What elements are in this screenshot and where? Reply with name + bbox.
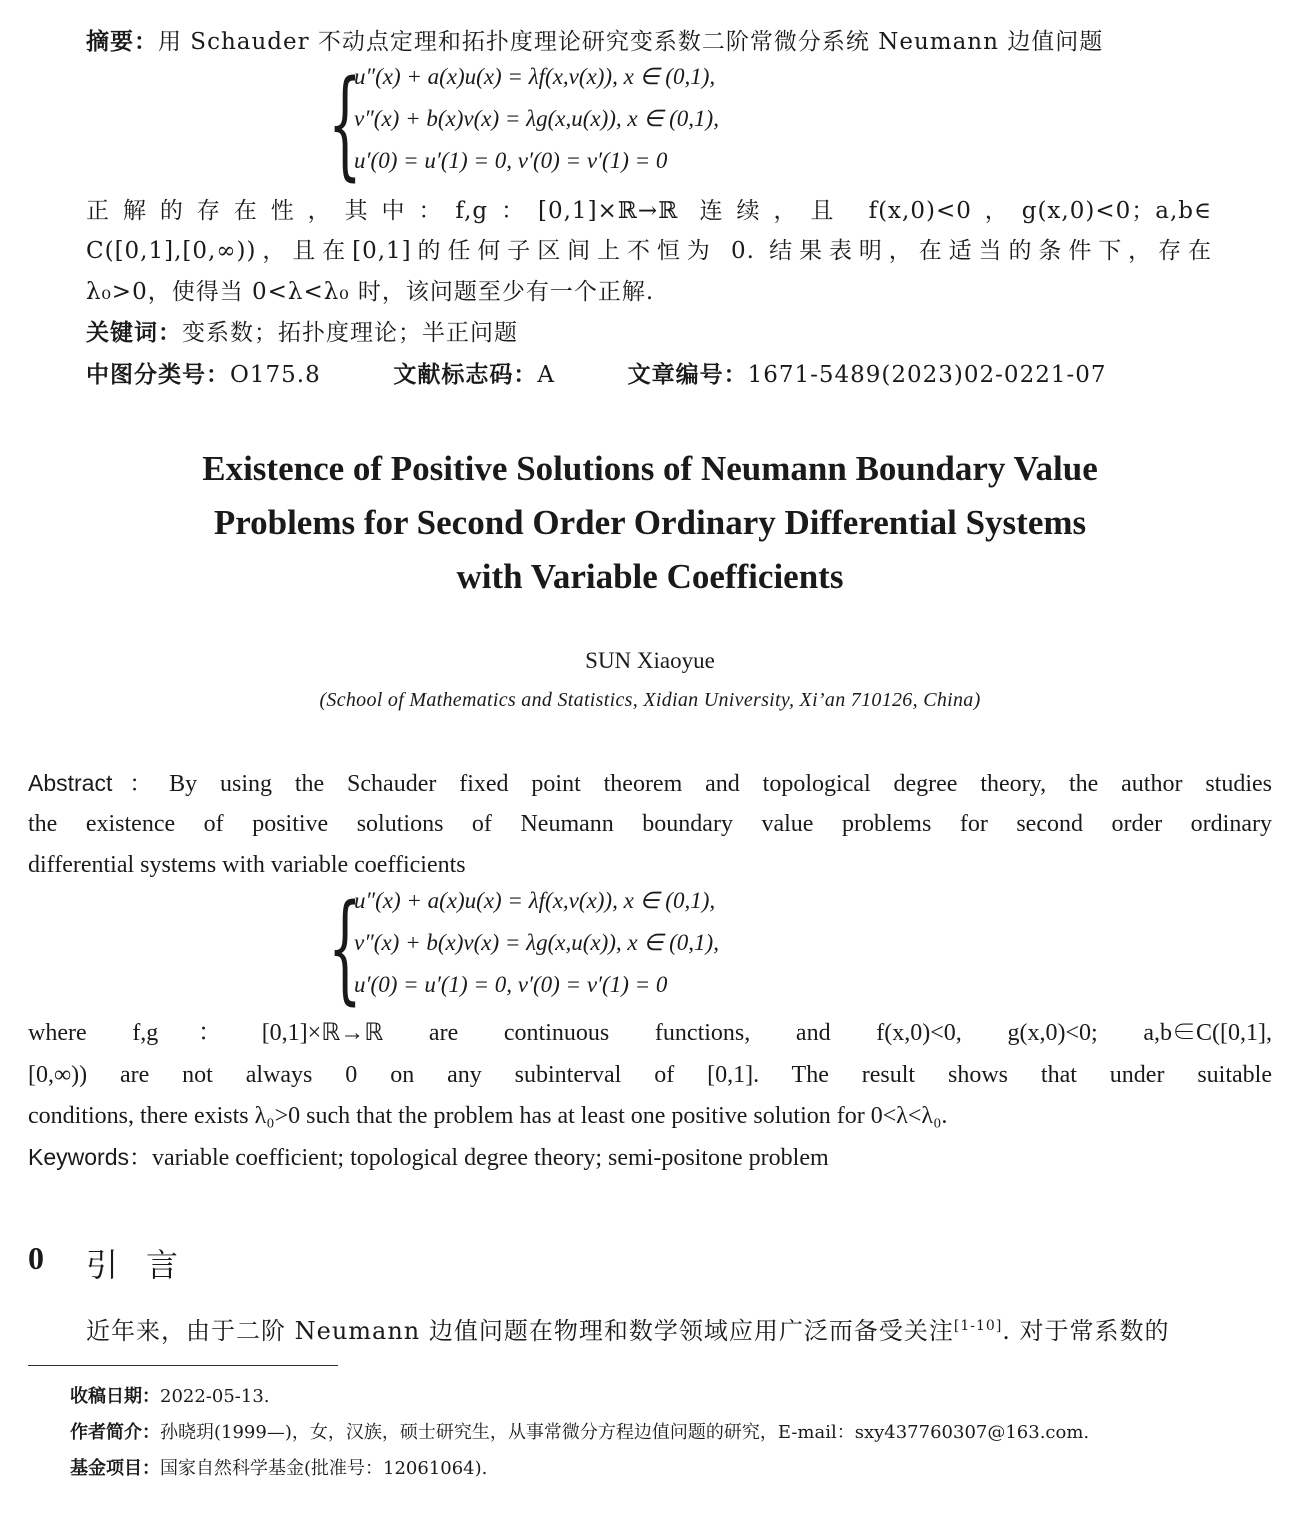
clc-value: O175.8	[230, 362, 321, 388]
en-abstract-line3: differential systems with variable coefficients	[28, 852, 466, 878]
equation-brace: {	[328, 878, 362, 1016]
cn-keywords-label: 关键词：	[86, 320, 182, 346]
clc-label: 中图分类号：	[86, 362, 230, 388]
cn-equation-system	[328, 54, 968, 192]
equation-2: v″(x) + b(x)v(x) = λg(x,u(x)), x ∈ (0,1),	[354, 106, 719, 131]
footnote-author-bio	[70, 1418, 1089, 1444]
equation-3: u′(0) = u′(1) = 0, v′(0) = v′(1) = 0	[354, 972, 668, 997]
title-line-2: Problems for Second Order Ordinary Differential Systems	[213, 503, 1087, 542]
received-label: 收稿日期：	[70, 1386, 160, 1407]
cn-abstract-line3: C([0,1],[0,∞))，且在[0,1]的任何子区间上不恒为 0. 结果表明，在适当的条件下，存在	[86, 238, 1212, 264]
equation-2: v″(x) + b(x)v(x) = λg(x,u(x)), x ∈ (0,1),	[354, 930, 719, 955]
title-line-3: with Variable Coefficients	[456, 557, 844, 596]
cn-abstract-line1	[86, 22, 1103, 63]
intro-text: 近年来，由于二阶 Neumann 边值问题在物理和数学领域应用广泛而备受关注	[86, 1317, 954, 1345]
footnote-fund	[70, 1454, 487, 1480]
equation-1: u″(x) + a(x)u(x) = λf(x,v(x)), x ∈ (0,1),	[354, 888, 716, 913]
bio-value: 孙晓玥(1999—)，女，汉族，硕士研究生，从事常微分方程边值问题的研究，E-mail：sxy437760307@163.com.	[160, 1422, 1090, 1443]
footnote-rule	[28, 1365, 338, 1366]
section-title: 引言	[86, 1246, 207, 1284]
section-number: 0	[28, 1240, 44, 1276]
citation-ref: [1-10]	[953, 1318, 1003, 1334]
title-line-1: Existence of Positive Solutions of Neumann Boundary Value	[202, 449, 1098, 488]
en-abstract-line4: where f,g：[0,1]×ℝ→ℝ are continuous functions, and f(x,0)<0, g(x,0)<0; a,b∈C([0,1],	[28, 1020, 1272, 1046]
doc-code-label: 文献标志码：	[393, 362, 538, 388]
author-affiliation: (School of Mathematics and Statistics, Xidian University, Xi’an 710126, China)	[319, 689, 981, 711]
en-keywords-label: Keywords：	[28, 1144, 152, 1170]
cn-keywords	[86, 313, 518, 354]
cn-keywords-text: 变系数；拓扑度理论；半正问题	[182, 320, 518, 346]
en-abstract-line5: [0,∞)) are not always 0 on any subinterval of [0,1]. The result shows that under suitable	[28, 1062, 1272, 1088]
classification-row	[86, 355, 1107, 396]
author-name: SUN Xiaoyue	[585, 648, 715, 673]
article-no-value: 1671-5489(2023)02-0221-07	[747, 362, 1107, 388]
paper-title	[0, 442, 1300, 604]
equation-1: u″(x) + a(x)u(x) = λf(x,v(x)), x ∈ (0,1),	[354, 64, 716, 89]
en-equation-system	[328, 878, 968, 1016]
fund-label: 基金项目：	[70, 1458, 160, 1479]
en-abstract-label: Abstract：	[28, 770, 170, 796]
en-abstract-text-1: By using the Schauder fixed point theorem and topological degree theory, the author studies	[169, 771, 1272, 797]
cn-abstract-text-1: 用 Schauder 不动点定理和拓扑度理论研究变系数二阶常微分系统 Neumann 边值问题	[158, 29, 1104, 55]
intro-paragraph	[86, 1306, 1170, 1352]
intro-text-after: . 对于常系数的	[1002, 1317, 1170, 1345]
equation-brace: {	[328, 54, 362, 192]
en-abstract-line6: conditions, there exists λ₀>0 such that the problem has at least one positive solution for 0<λ<λ₀.	[28, 1103, 948, 1129]
article-no-label: 文章编号：	[627, 362, 748, 388]
equation-3: u′(0) = u′(1) = 0, v′(0) = v′(1) = 0	[354, 148, 668, 173]
bio-label: 作者简介：	[70, 1422, 160, 1443]
en-abstract-line1	[28, 763, 1272, 806]
cn-abstract-line2: 正解的存在性，其中：f,g：[0,1]×ℝ→ℝ 连续，且 f(x,0)<0，g(x,0)<0；a,b∈	[86, 198, 1212, 224]
received-value: 2022-05-13.	[160, 1386, 270, 1407]
cn-abstract-line4: λ₀>0，使得当 0<λ<λ₀ 时，该问题至少有一个正解.	[86, 279, 655, 305]
cn-abstract-label: 摘要：	[86, 29, 158, 55]
en-keywords-text: variable coefficient; topological degree theory; semi-positone problem	[151, 1145, 829, 1171]
footnote-received	[70, 1382, 270, 1408]
en-abstract-line2: the existence of positive solutions of Neumann boundary value problems for second order ordinary	[28, 811, 1272, 837]
fund-value: 国家自然科学基金(批准号：12061064).	[160, 1458, 488, 1479]
en-keywords	[28, 1137, 829, 1180]
doc-code-value: A	[537, 362, 555, 388]
